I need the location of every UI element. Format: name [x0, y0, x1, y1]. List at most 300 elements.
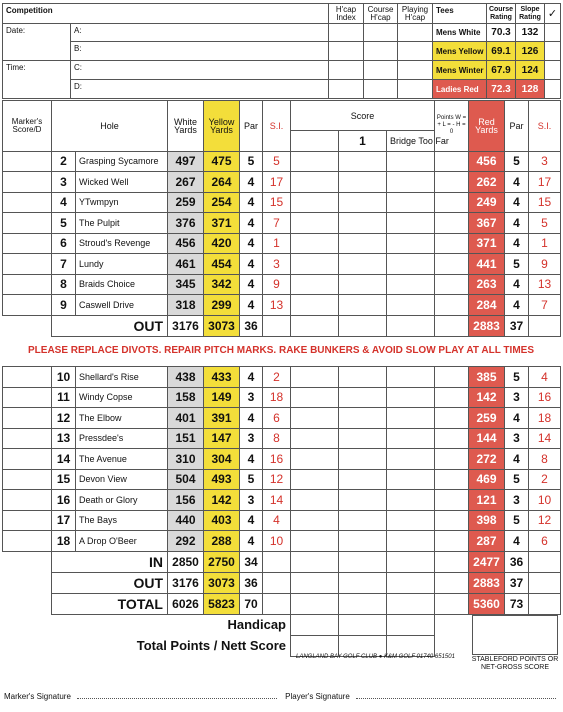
red-yards: 249 — [469, 192, 505, 213]
tee-name-winter: Mens Winter — [433, 61, 487, 80]
red-par: 4 — [505, 213, 529, 234]
red-stroke-index: 14 — [529, 428, 561, 449]
total-row — [3, 572, 561, 593]
score-c-cell[interactable] — [387, 172, 435, 193]
total-a-cell[interactable] — [291, 315, 339, 336]
player-a-course-hcap[interactable] — [364, 24, 398, 42]
stroke-index: 5 — [263, 151, 291, 172]
player-b-course-hcap[interactable] — [364, 42, 398, 61]
hole-name: Pressdee's — [76, 428, 168, 449]
hole-row — [3, 254, 561, 275]
stroke-index: 14 — [263, 490, 291, 511]
points-cell[interactable] — [435, 469, 469, 490]
player-d-hcap-index[interactable] — [329, 80, 364, 99]
tee-slope-red: 128 — [516, 80, 545, 99]
tee-check-white[interactable] — [545, 24, 561, 42]
hole-number: 18 — [52, 531, 76, 552]
hole-row — [3, 172, 561, 193]
hole-number: 17 — [52, 510, 76, 531]
points-cell[interactable] — [435, 254, 469, 275]
red-yards: 142 — [469, 387, 505, 408]
hole-row — [3, 408, 561, 429]
red-stroke-index: 17 — [529, 172, 561, 193]
red-yards: 262 — [469, 172, 505, 193]
marker-score-cell[interactable] — [3, 192, 52, 213]
red-si-header: S.I. — [529, 101, 561, 152]
total-label: TOTAL — [52, 593, 168, 614]
white-yards: 158 — [168, 387, 204, 408]
handicap-label: Handicap — [227, 617, 286, 633]
tee-check-winter[interactable] — [545, 61, 561, 80]
score-a-cell[interactable] — [291, 274, 339, 295]
hole-number: 2 — [52, 151, 76, 172]
par: 4 — [240, 254, 263, 275]
hole-name: The Elbow — [76, 408, 168, 429]
red-stroke-index: 5 — [529, 213, 561, 234]
total-yellow: 3073 — [204, 315, 240, 336]
signature-line — [4, 690, 560, 701]
score-b-cell[interactable] — [339, 531, 387, 552]
total-red-si-cell — [529, 593, 561, 614]
yellow-yards: 475 — [204, 151, 240, 172]
stroke-index: 15 — [263, 192, 291, 213]
score-a-cell[interactable] — [291, 254, 339, 275]
red-par: 3 — [505, 490, 529, 511]
score-a-cell[interactable] — [291, 531, 339, 552]
total-b-cell[interactable] — [339, 593, 387, 614]
hole-number: 16 — [52, 490, 76, 511]
white-yards: 259 — [168, 192, 204, 213]
white-yards: 461 — [168, 254, 204, 275]
points-cell[interactable] — [435, 490, 469, 511]
spacer — [3, 551, 52, 572]
total-si-cell — [263, 315, 291, 336]
red-yards: 144 — [469, 428, 505, 449]
score-a-cell[interactable] — [291, 408, 339, 429]
total-c-cell[interactable] — [387, 572, 435, 593]
total-red: 2477 — [469, 551, 505, 572]
course-hcap-label: Course H'cap — [364, 4, 398, 24]
hole-number: 1 — [339, 131, 387, 152]
score-b-cell[interactable] — [339, 151, 387, 172]
yellow-yards: 147 — [204, 428, 240, 449]
par: 4 — [240, 510, 263, 531]
points-cell[interactable] — [435, 510, 469, 531]
total-red-par: 36 — [505, 551, 529, 572]
white-yards: 401 — [168, 408, 204, 429]
score-b-cell[interactable] — [339, 449, 387, 470]
score-c-cell[interactable] — [387, 295, 435, 316]
score-b-cell[interactable] — [339, 387, 387, 408]
marker-score-cell[interactable] — [3, 367, 52, 388]
header-table — [2, 3, 561, 99]
par: 4 — [240, 531, 263, 552]
tee-check-yellow[interactable] — [545, 42, 561, 61]
total-points-cell[interactable] — [435, 572, 469, 593]
yellow-yards: 433 — [204, 367, 240, 388]
score-c-cell[interactable] — [387, 367, 435, 388]
date-label: Date: — [3, 24, 71, 61]
points-header: Points W = + L = - H = 0 — [435, 101, 469, 152]
players-signature-field[interactable] — [356, 690, 556, 699]
points-cell[interactable] — [435, 428, 469, 449]
hole-number: 4 — [52, 192, 76, 213]
yellow-yards: 299 — [204, 295, 240, 316]
hole-name: Devon View — [76, 469, 168, 490]
stroke-index: 9 — [263, 274, 291, 295]
points-cell[interactable] — [435, 151, 469, 172]
front-nine-table — [2, 100, 561, 337]
par: 4 — [240, 408, 263, 429]
score-c-cell[interactable] — [387, 151, 435, 172]
total-points-cell[interactable] — [435, 593, 469, 614]
total-b-cell[interactable] — [339, 315, 387, 336]
hole-name: Shellard's Rise — [76, 367, 168, 388]
total-red-par: 73 — [505, 593, 529, 614]
score-a-cell[interactable] — [291, 469, 339, 490]
score-b-cell[interactable] — [339, 367, 387, 388]
spacer — [3, 593, 52, 614]
hole-name: Death or Glory — [76, 490, 168, 511]
player-a-field[interactable]: A: — [71, 24, 329, 42]
marker-score-cell[interactable] — [3, 469, 52, 490]
tee-slope-yellow: 126 — [516, 42, 545, 61]
total-c-cell[interactable] — [387, 593, 435, 614]
total-c-cell[interactable] — [387, 551, 435, 572]
total-red: 5360 — [469, 593, 505, 614]
score-a-cell[interactable] — [291, 233, 339, 254]
score-c-cell[interactable] — [387, 408, 435, 429]
total-b-cell[interactable] — [339, 551, 387, 572]
time-label: Time: — [3, 61, 71, 99]
hole-row — [3, 531, 561, 552]
si-header: S.I. — [263, 101, 291, 152]
red-stroke-index: 6 — [529, 531, 561, 552]
red-stroke-index: 4 — [529, 367, 561, 388]
score-a-cell[interactable] — [291, 428, 339, 449]
yellow-yards: 149 — [204, 387, 240, 408]
white-yards: 151 — [168, 428, 204, 449]
player-a-hcap-index[interactable] — [329, 24, 364, 42]
etiquette-notice: PLEASE REPLACE DIVOTS. REPAIR PITCH MARKS. RAKE BUNKERS & AVOID SLOW PLAY AT ALL TIMES — [28, 345, 534, 356]
markers-signature-field[interactable] — [77, 690, 277, 699]
red-par: 5 — [505, 254, 529, 275]
score-c-cell[interactable] — [387, 233, 435, 254]
total-red-si-cell — [529, 551, 561, 572]
red-stroke-index: 1 — [529, 233, 561, 254]
player-b-hcap-index[interactable] — [329, 42, 364, 61]
marker-score-cell[interactable] — [3, 408, 52, 429]
spacer — [3, 315, 52, 336]
tee-check-red[interactable] — [545, 80, 561, 99]
white-yards: 310 — [168, 449, 204, 470]
total-label: OUT — [52, 572, 168, 593]
red-stroke-index: 3 — [529, 151, 561, 172]
score-b-cell[interactable] — [339, 428, 387, 449]
player-b-field[interactable]: B: — [71, 42, 329, 61]
handicap-a-cell[interactable] — [291, 614, 339, 635]
player-c-course-hcap[interactable] — [364, 61, 398, 80]
handicap-c-cell[interactable] — [387, 614, 435, 635]
stroke-index: 6 — [263, 408, 291, 429]
stroke-index: 16 — [263, 449, 291, 470]
red-yards-header: Red Yards — [469, 101, 505, 152]
total-a-cell[interactable] — [291, 572, 339, 593]
stableford-points-box[interactable] — [472, 615, 558, 655]
red-par: 4 — [505, 192, 529, 213]
red-yards: 121 — [469, 490, 505, 511]
par: 3 — [240, 387, 263, 408]
red-yards: 398 — [469, 510, 505, 531]
handicap-b-cell[interactable] — [339, 614, 387, 635]
nett-c-cell[interactable] — [387, 635, 435, 656]
stroke-index: 7 — [263, 213, 291, 234]
red-yards: 272 — [469, 449, 505, 470]
tee-course-yellow: 69.1 — [487, 42, 516, 61]
points-cell[interactable] — [435, 531, 469, 552]
par: 5 — [240, 469, 263, 490]
player-a-playing-hcap[interactable] — [398, 24, 433, 42]
hole-row — [3, 233, 561, 254]
hole-number: 7 — [52, 254, 76, 275]
marker-score-cell[interactable] — [3, 490, 52, 511]
marker-score-cell[interactable] — [3, 295, 52, 316]
yellow-yards: 371 — [204, 213, 240, 234]
par: 4 — [240, 213, 263, 234]
hole-row — [3, 151, 561, 172]
player-d-playing-hcap[interactable] — [398, 80, 433, 99]
par: 4 — [240, 274, 263, 295]
white-yards: 497 — [168, 151, 204, 172]
hole-name: Wicked Well — [76, 172, 168, 193]
score-a-cell[interactable] — [291, 510, 339, 531]
points-cell[interactable] — [435, 274, 469, 295]
white-yards: 440 — [168, 510, 204, 531]
player-b-playing-hcap[interactable] — [398, 42, 433, 61]
points-cell[interactable] — [435, 449, 469, 470]
stroke-index: 17 — [263, 172, 291, 193]
score-b-cell[interactable] — [339, 295, 387, 316]
score-b-cell[interactable] — [339, 408, 387, 429]
marker-score-cell[interactable] — [291, 131, 339, 152]
total-red-par: 37 — [505, 315, 529, 336]
red-par: 5 — [505, 469, 529, 490]
points-cell[interactable] — [435, 367, 469, 388]
score-c-cell[interactable] — [387, 254, 435, 275]
total-red-par: 37 — [505, 572, 529, 593]
score-b-cell[interactable] — [339, 510, 387, 531]
red-stroke-index: 2 — [529, 469, 561, 490]
course-rating-label: Course Rating — [487, 4, 516, 24]
marker-score-cell[interactable] — [3, 428, 52, 449]
red-yards: 371 — [469, 233, 505, 254]
total-red: 2883 — [469, 315, 505, 336]
white-yards: 376 — [168, 213, 204, 234]
hole-number: 8 — [52, 274, 76, 295]
hole-name: The Bays — [76, 510, 168, 531]
score-b-cell[interactable] — [339, 172, 387, 193]
score-a-cell[interactable] — [291, 367, 339, 388]
score-b-cell[interactable] — [339, 233, 387, 254]
total-row — [3, 551, 561, 572]
hole-name: Bridge Too Far — [387, 131, 435, 152]
stableford-note: STABLEFORD POINTS OR NET-GROSS SCORE — [471, 656, 559, 671]
hole-number: 3 — [52, 172, 76, 193]
score-header: Score — [291, 101, 435, 131]
total-a-cell[interactable] — [291, 551, 339, 572]
marker-score-cell[interactable] — [3, 213, 52, 234]
score-a-cell[interactable] — [291, 295, 339, 316]
score-b-cell[interactable] — [339, 274, 387, 295]
hole-number: 10 — [52, 367, 76, 388]
marker-score-cell[interactable] — [3, 387, 52, 408]
player-d-course-hcap[interactable] — [364, 80, 398, 99]
hole-row — [3, 274, 561, 295]
score-c-cell[interactable] — [387, 387, 435, 408]
score-a-cell[interactable] — [291, 387, 339, 408]
nett-a-cell[interactable] — [291, 635, 339, 656]
hole-name: Windy Copse — [76, 387, 168, 408]
points-cell[interactable] — [435, 295, 469, 316]
score-b-cell[interactable] — [339, 469, 387, 490]
total-white: 3176 — [168, 315, 204, 336]
tee-name-yellow: Mens Yellow — [433, 42, 487, 61]
red-stroke-index: 13 — [529, 274, 561, 295]
total-si-cell — [263, 572, 291, 593]
points-cell[interactable] — [435, 213, 469, 234]
marker-score-cell[interactable] — [3, 510, 52, 531]
hole-row — [3, 387, 561, 408]
player-c-playing-hcap[interactable] — [398, 61, 433, 80]
white-yards-header: White Yards — [168, 101, 204, 152]
markers-signature-label: Marker's Signature — [4, 692, 71, 701]
nett-score-label: Total Points / Nett Score — [136, 638, 286, 653]
hole-number: 15 — [52, 469, 76, 490]
score-a-cell[interactable] — [291, 449, 339, 470]
back-nine-table — [2, 366, 561, 657]
hole-row — [3, 295, 561, 316]
red-yards: 287 — [469, 531, 505, 552]
score-b-cell[interactable] — [339, 192, 387, 213]
marker-score-cell[interactable] — [3, 254, 52, 275]
marker-score-cell[interactable] — [3, 233, 52, 254]
hole-name: YTwmpyn — [76, 192, 168, 213]
nett-b-cell[interactable] — [339, 635, 387, 656]
marker-score-cell[interactable] — [3, 172, 52, 193]
red-par: 4 — [505, 172, 529, 193]
marker-score-cell[interactable] — [3, 531, 52, 552]
red-par: 4 — [505, 408, 529, 429]
yellow-yards: 454 — [204, 254, 240, 275]
hole-row — [3, 367, 561, 388]
total-white: 2850 — [168, 551, 204, 572]
score-c-cell[interactable] — [387, 490, 435, 511]
yellow-yards: 493 — [204, 469, 240, 490]
score-c-cell[interactable] — [387, 531, 435, 552]
hole-number: 12 — [52, 408, 76, 429]
red-stroke-index: 10 — [529, 490, 561, 511]
tee-name-red: Ladies Red — [433, 80, 487, 99]
score-c-cell[interactable] — [387, 428, 435, 449]
marker-score-cell[interactable] — [3, 449, 52, 470]
score-c-cell[interactable] — [387, 274, 435, 295]
hole-number: 11 — [52, 387, 76, 408]
total-b-cell[interactable] — [339, 572, 387, 593]
total-red-si-cell — [529, 315, 561, 336]
score-b-cell[interactable] — [339, 254, 387, 275]
hcap-index-label: H'cap Index — [329, 4, 364, 24]
red-yards: 469 — [469, 469, 505, 490]
hole-number: 14 — [52, 449, 76, 470]
hole-number: 6 — [52, 233, 76, 254]
par: 4 — [240, 367, 263, 388]
red-par: 3 — [505, 428, 529, 449]
hole-name: The Pulpit — [76, 213, 168, 234]
score-c-cell[interactable] — [387, 469, 435, 490]
hole-name: Stroud's Revenge — [76, 233, 168, 254]
points-cell[interactable] — [435, 387, 469, 408]
score-c-cell[interactable] — [387, 213, 435, 234]
total-par: 36 — [240, 315, 263, 336]
score-b-cell[interactable] — [339, 490, 387, 511]
hole-name: Braids Choice — [76, 274, 168, 295]
score-a-cell[interactable] — [291, 213, 339, 234]
points-cell[interactable] — [435, 192, 469, 213]
total-a-cell[interactable] — [291, 593, 339, 614]
score-a-cell[interactable] — [291, 192, 339, 213]
points-cell[interactable] — [435, 172, 469, 193]
white-yards: 156 — [168, 490, 204, 511]
marker-score-header: Marker's Score/D — [3, 101, 52, 152]
yellow-yards: 391 — [204, 408, 240, 429]
score-c-cell[interactable] — [387, 510, 435, 531]
score-c-cell[interactable] — [387, 449, 435, 470]
hole-row — [3, 192, 561, 213]
player-c-hcap-index[interactable] — [329, 61, 364, 80]
stroke-index: 10 — [263, 531, 291, 552]
red-yards: 263 — [469, 274, 505, 295]
score-a-cell[interactable] — [291, 151, 339, 172]
yellow-yards: 342 — [204, 274, 240, 295]
player-c-field[interactable]: C: — [71, 61, 329, 80]
score-c-cell[interactable] — [387, 192, 435, 213]
hole-number: 13 — [52, 428, 76, 449]
spacer — [3, 572, 52, 593]
yellow-yards: 288 — [204, 531, 240, 552]
stroke-index: 3 — [263, 254, 291, 275]
score-a-cell[interactable] — [291, 490, 339, 511]
total-yellow: 2750 — [204, 551, 240, 572]
yellow-yards: 142 — [204, 490, 240, 511]
total-points-cell[interactable] — [435, 551, 469, 572]
player-d-field[interactable]: D: — [71, 80, 329, 99]
marker-score-cell[interactable] — [3, 151, 52, 172]
total-si-cell — [263, 551, 291, 572]
score-a-cell[interactable] — [291, 172, 339, 193]
hole-row — [3, 449, 561, 470]
red-stroke-index: 8 — [529, 449, 561, 470]
hole-row — [3, 490, 561, 511]
points-cell[interactable] — [435, 233, 469, 254]
total-points-cell[interactable] — [435, 315, 469, 336]
total-c-cell[interactable] — [387, 315, 435, 336]
yellow-yards: 254 — [204, 192, 240, 213]
score-b-cell[interactable] — [339, 213, 387, 234]
red-par-header: Par — [505, 101, 529, 152]
points-cell[interactable] — [435, 408, 469, 429]
total-white: 3176 — [168, 572, 204, 593]
marker-score-cell[interactable] — [3, 274, 52, 295]
